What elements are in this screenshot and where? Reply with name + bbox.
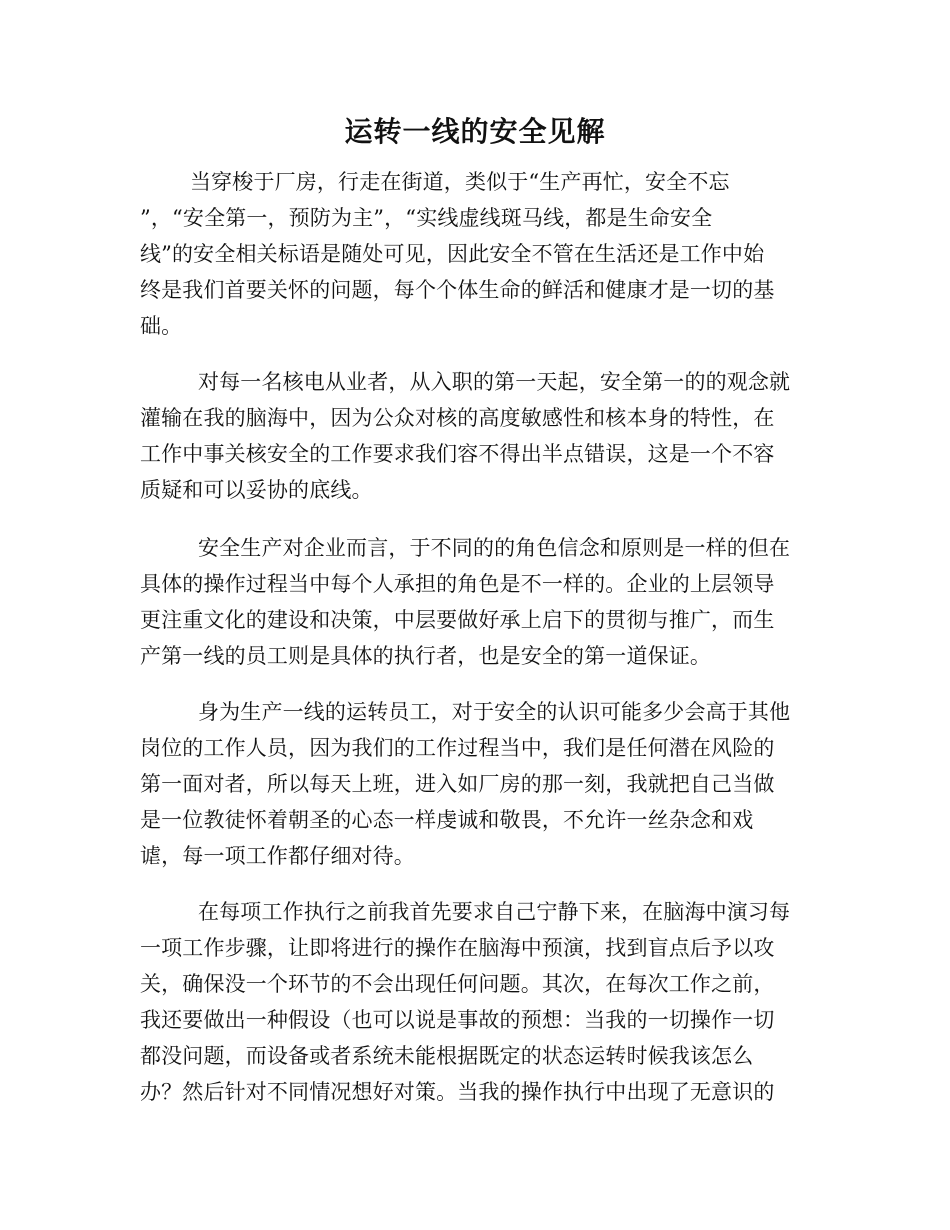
- document-title: 运转一线的安全见解: [344, 115, 606, 148]
- paragraph-3-line-4: 产第一线的员工则是具体的执行者，也是安全的第一道保证。: [140, 644, 712, 668]
- paragraph-5-line-1: 在每项工作执行之前我首先要求自己宁静下来，在脑海中演习每: [198, 900, 791, 924]
- paragraph-1-line-1: 当穿梭于厂房，行走在街道，类似于“生产再忙，安全不忘: [190, 170, 730, 194]
- paragraph-2-line-3: 工作中事关核安全的工作要求我们容不得出半点错误，这是一个不容: [140, 442, 775, 466]
- paragraph-5-line-5: 都没问题，而设备或者系统未能根据既定的状态运转时候我该怎么: [140, 1044, 754, 1068]
- paragraph-5-line-3: 关，确保没一个环节的不会出现任何问题。其次，在每次工作之前，: [140, 972, 775, 996]
- paragraph-4-line-3: 第一面对者，所以每天上班，进入如厂房的那一刻，我就把自己当做: [140, 772, 775, 796]
- paragraph-4-line-4: 是一位教徒怀着朝圣的心态一样虔诚和敬畏，不允许一丝杂念和戏: [140, 808, 754, 832]
- paragraph-1-line-5: 础。: [140, 314, 183, 338]
- paragraph-5-line-2: 一项工作步骤，让即将进行的操作在脑海中预演，找到盲点后予以攻: [140, 936, 775, 960]
- paragraph-4-line-5: 谑，每一项工作都仔细对待。: [140, 844, 415, 868]
- paragraph-5-line-4: 我还要做出一种假设（也可以说是事故的预想：当我的一切操作一切: [140, 1008, 775, 1032]
- paragraph-4-line-2: 岗位的工作人员，因为我们的工作过程当中，我们是任何潜在风险的: [140, 736, 775, 760]
- paragraph-2-line-1: 对每一名核电从业者，从入职的第一天起，安全第一的的观念就: [198, 370, 791, 394]
- paragraph-2-line-4: 质疑和可以妥协的底线。: [140, 478, 373, 502]
- paragraph-3-line-1: 安全生产对企业而言，于不同的的角色信念和原则是一样的但在: [198, 536, 791, 560]
- paragraph-1-line-3: 线”的安全相关标语是随处可见，因此安全不管在生活还是工作中始: [140, 242, 765, 266]
- paragraph-1-line-2: ”，“安全第一，预防为主”，“实线虚线斑马线，都是生命安全: [140, 206, 713, 230]
- paragraph-3-line-2: 具体的操作过程当中每个人承担的角色是不一样的。企业的上层领导: [140, 572, 775, 596]
- paragraph-4-line-1: 身为生产一线的运转员工，对于安全的认识可能多少会高于其他: [198, 700, 791, 724]
- paragraph-5-line-6: 办？然后针对不同情况想好对策。当我的操作执行中出现了无意识的: [140, 1080, 775, 1104]
- paragraph-1-line-4: 终是我们首要关怀的问题，每个个体生命的鲜活和健康才是一切的基: [140, 278, 775, 302]
- paragraph-3-line-3: 更注重文化的建设和决策，中层要做好承上启下的贯彻与推广，而生: [140, 608, 775, 632]
- paragraph-2-line-2: 灌输在我的脑海中，因为公众对核的高度敏感性和核本身的特性，在: [140, 406, 775, 430]
